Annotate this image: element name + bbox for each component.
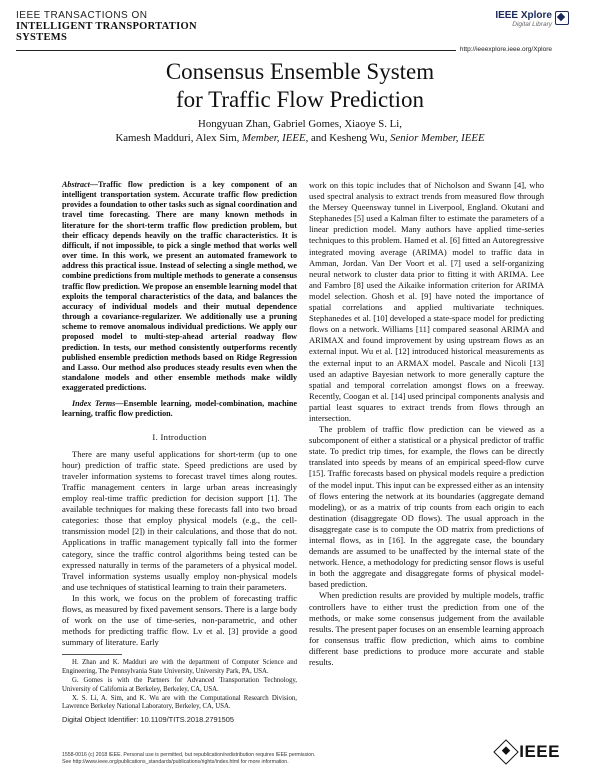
xplore-subtitle: Digital Library [512, 21, 552, 28]
right-column [309, 180, 544, 668]
index-terms-lead: Index Terms [72, 399, 116, 409]
footnote-affiliation-1: H. Zhan and K. Madduri are with the department of Computer Science and Engineering, The Pennsylvania State University, University Park, PA, USA. [62, 659, 297, 676]
copyright-line-1: 1558-0016 (c) 2018 IEEE. Personal use is permitted, but republication/redistribution requires IEEE permission. [62, 752, 316, 758]
index-terms [62, 399, 297, 419]
abstract-lead: Abstract [62, 180, 90, 189]
header-divider [16, 50, 456, 51]
paper-title [0, 58, 600, 114]
authors-line-2-prefix: Kamesh Madduri, Alex Sim, [115, 132, 242, 144]
intro-paragraph-1: There are many useful applications for short-term (up to one hour) prediction of traffic state. Speed predictions are used by traveler information systems to forecast travel times along routes. Traffic management centers in large urban areas increasingly employ real-time traffic prediction for decision support [1]. The available techniques for making these forecasts fall into two broad categories: those that employ physical models (e.g., the cell-transmission model [2]) in their calculations, and those that do not. Applications in traffic management typically fall into the former category, since the traffic control algorithms being tested can be expressed naturally in terms of the parameters of a physical model. Travel information systems usually employ non-physical models and use techniques of statistical learning to train their parameters. [62, 448, 297, 592]
journal-line-1: IEEE TRANSACTIONS ON [16, 10, 148, 21]
authors-line-2-middle: , and Kesheng Wu, [305, 132, 391, 144]
footnote-divider [62, 654, 122, 655]
ieee-emblem-icon [494, 739, 519, 764]
xplore-title: IEEE Xplore [495, 10, 552, 21]
intro-right-paragraph-1: work on this topic includes that of Nicholson and Swann [4], who used spectral analysis to extract trends from measured flow through the Mersey Queensway tunnel in Liverpool, England. Okutani and Stephanedes [5] used a Kalman filter to estimate the parameters of a linear prediction model. Many authors have applied time-series techniques to this problem. Hamed et al. [6] fitted an Autoregressive integrated moving average (ARIMA) model to traffic data in Amman, Jordan. Van Der Voort et al. [7] used a self-organizing neural network to cluster data prior to fitting it with ARIMA. Lee and Fambro [8] used the Aikaike information criterion for ARIMA model selection. Ghosh et al. [9] have noted the importance of spatial correlations and applied multivariate techniques. Stephanedes et al. [10] developed a state-space model for predicting flows on a network. Williams [11] compared seasonal ARIMA and ARIMAX and found improvement by using upstream flows as an external input. Wu et al. [12] introduced historical measurements as the external input to an ARMAX model. Pascale and Nicoli [13] used an adaptive Bayesian network to more generally capture the spatial and temporal correlation amongst flows on a freeway. Recently, Coogan et al. [14] used principal components analysis and partial least squares to extract trends from flows through an intersection. [309, 180, 544, 423]
footnote-affiliation-2: G. Gomes is with the Partners for Advanced Transportation Technology, University of California at Berkeley, Berkeley, CA, USA. [62, 676, 297, 693]
ieee-footer-logo [497, 742, 560, 762]
copyright-notice [62, 752, 392, 765]
intro-right-paragraph-3: When prediction results are provided by multiple models, traffic controllers have to either trust the prediction from one of the methods, or make some consensus judgement from the available results. The present paper focuses on an ensemble learning approach for consensus traffic flow prediction, which aims to combine different base predictions to produce more accurate and stable results. [309, 590, 544, 668]
copyright-line-2: See http://www.ieee.org/publications_standards/publications/rights/index.html for more information. [62, 758, 289, 765]
intro-right-paragraph-2: The problem of traffic flow prediction can be viewed as a subcomponent of either a statistical or a physical predictor of traffic state. To predict trip times, for example, the flows can be directly translated into speeds by means of an empirical speed-flow curve [15]. Traffic forecasts based on physical models require a prediction of the model input. This input can be expressed either as an intensity of flows entering the network at its boundaries (aggregate demand modeling), or as a matrix of trip counts from each origin to each destination (disaggregate OD flows). The usual approach in the disaggregate case is to compute the OD matrix from predictions of internal flows, as in [16]. In the aggregate case, the boundary demands are assumed to be unaffected by the internal state of the network. Hence, a methodology for predicting sensor flows is useful in both the aggregate and disaggregate forms of physical model-based prediction. [309, 424, 544, 590]
member-ieee: Member, IEEE [242, 132, 306, 144]
title-line-1: Consensus Ensemble System [165, 59, 435, 84]
journal-name [16, 10, 276, 43]
ieee-xplore-logo [495, 10, 552, 28]
abstract [62, 180, 297, 393]
journal-line-2: INTELLIGENT TRANSPORTATION [16, 21, 197, 32]
ieee-logo-text: IEEE [519, 742, 560, 761]
title-line-2: for Traffic Flow Prediction [175, 87, 425, 112]
intro-paragraph-2: In this work, we focus on the problem of forecasting traffic flows, as measured by fixed pavement sensors. There is a large body of work on the use of time-series, non-parametric, and other methods for predicting traffic flow. Lv et al. [3] provide a good summary of literature. Early [62, 592, 297, 648]
index-terms-text: —Ensemble learning, model-combination, machine learning, traffic flow prediction. [62, 399, 297, 419]
section-heading-introduction: I. Introduction [152, 431, 207, 442]
xplore-icon [555, 11, 569, 25]
xplore-url[interactable]: http://ieeexplore.ieee.org/Xplore [459, 46, 552, 53]
left-column [62, 180, 297, 725]
senior-member-ieee: Senior Member, IEEE [390, 132, 485, 144]
footnote-affiliation-3: X. S. Li, A. Sim, and K. Wu are with the Computational Research Division, Lawrence Berkeley National Laboratory, Berkeley, CA, USA. [62, 694, 297, 711]
authors-line-2 [0, 131, 600, 145]
author-list [0, 117, 600, 145]
doi: Digital Object Identifier: 10.1109/TITS.2018.2791505 [62, 715, 235, 725]
authors-line-1: Hongyuan Zhan, Gabriel Gomes, Xiaoye S. Li, [198, 118, 402, 130]
abstract-text: —Traffic flow prediction is a key component of an intelligent transportation system. Accurate traffic flow prediction provides a foundation to other tasks such as signal coordination and travel time forecasting. There are many known methods in literature for the short-term traffic flow prediction problem, but their efficacy depends heavily on the traffic characteristics. It is difficult, if not impossible, to pick a single method that works well over time. In this work, we present an automated framework to address this practical issue. Instead of selecting a single method, we combine predictions from multiple methods to generate a consensus traffic flow prediction. We propose an ensemble learning model that exploits the temporal characteristics of the data, and balances the accuracy of individual models and their mutual dependence through a covariance-regularizer. We additionally use a pruning scheme to remove anomalous individual predictions. We apply our proposed model to multi-step-ahead arterial roadway flow prediction. In tests, our method consistently outperforms recently published ensemble prediction methods based on Ridge Regression and Lasso. Our method also produces steady results even when the standalone models and other ensemble methods make wildly exaggerated predictions. [62, 180, 297, 393]
journal-line-3: SYSTEMS [16, 32, 68, 43]
